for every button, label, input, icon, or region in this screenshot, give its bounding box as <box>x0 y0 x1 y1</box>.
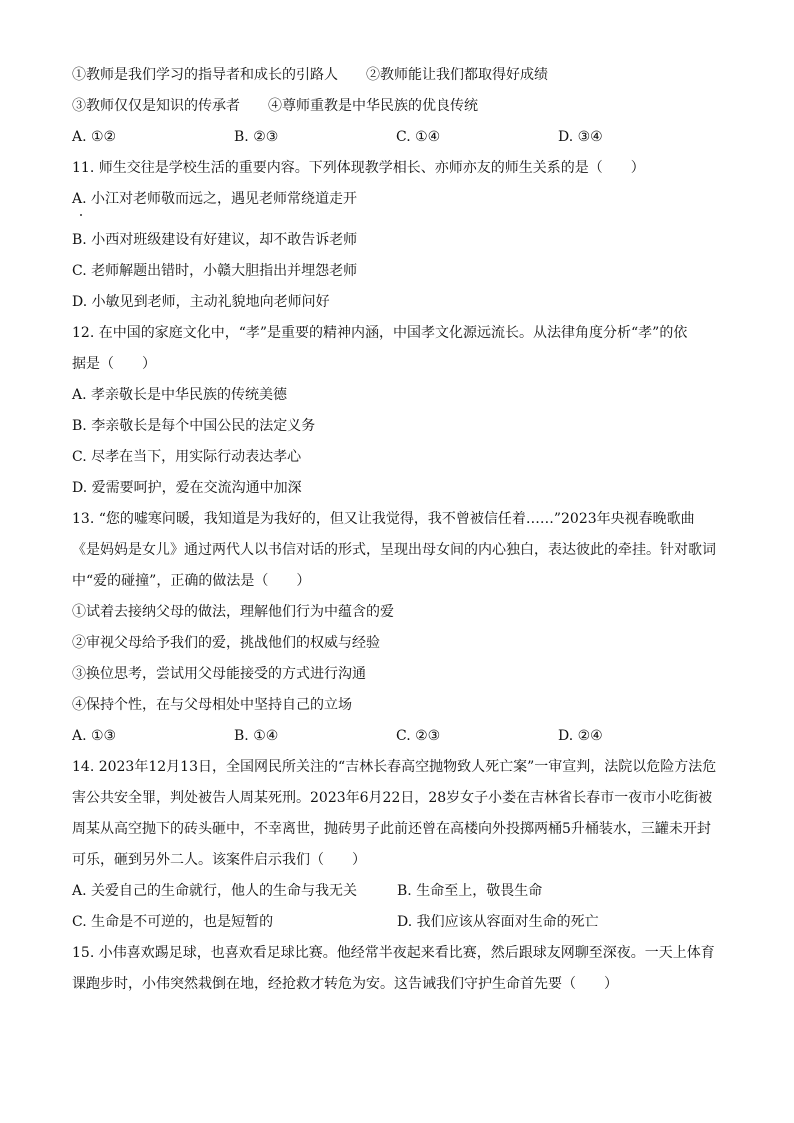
q14-options-row1 <box>72 876 722 907</box>
q11-option-c[interactable]: C. 老师解题出错时，小赣大胆指出并埋怨老师 <box>72 263 358 279</box>
q13-option-b[interactable]: B. ①④ <box>234 728 279 744</box>
spacer <box>72 215 722 225</box>
q10-statements-line2: ③教师仅仅是知识的传承者 ④尊师重教是中华民族的优良传统 <box>72 98 478 114</box>
q14-option-d[interactable]: D. 我们应该从容面对生命的死亡 <box>397 914 599 930</box>
q10-option-b[interactable]: B. ②③ <box>234 129 279 145</box>
q14-stem-line4: 可乐，砸到另外二人。该案件启示我们（ ） <box>72 852 366 868</box>
q13-stem-line1: 13. “您的嘘寒问暖，我知道是为我好的，但又让我觉得，我不曾被信任着……”2023年央视春晚歌曲 <box>72 511 695 527</box>
q11-option-a[interactable]: A. 小江对老师敬而远之，遇见老师常绕道走开 <box>72 191 358 207</box>
q11-stem: 11. 师生交往是学校生活的重要内容。下列体现教学相长、亦师亦友的师生关系的是（ ） <box>72 160 645 176</box>
q12-stem-line1: 12. 在中国的家庭文化中，“孝”是重要的精神内涵，中国孝文化源远流长。从法律角度分析“孝”的依 <box>72 325 688 341</box>
exam-page <box>72 60 722 1000</box>
q14-option-b[interactable]: B. 生命至上，敬畏生命 <box>397 883 543 899</box>
q14-stem-line1: 14. 2023年12月13日，全国网民所关注的“吉林长春高空抛物致人死亡案”一审宣判，法院以危险方法危 <box>72 759 717 775</box>
q10-statements-line1: ①教师是我们学习的指导者和成长的引路人 ②教师能让我们都取得好成绩 <box>72 67 548 83</box>
q12-option-a[interactable]: A. 孝亲敬长是中华民族的传统美德 <box>72 387 288 403</box>
q14-option-c[interactable]: C. 生命是不可逆的，也是短暂的 <box>72 914 274 930</box>
q13-statement-3: ③换位思考，尝试用父母能接受的方式进行沟通 <box>72 666 366 682</box>
q13-option-d[interactable]: D. ②④ <box>558 728 603 744</box>
q12-option-c[interactable]: C. 尽孝在当下，用实际行动表达孝心 <box>72 449 302 465</box>
q12-option-b[interactable]: B. 李亲敬长是每个中国公民的法定义务 <box>72 418 316 434</box>
q10-option-d[interactable]: D. ③④ <box>558 129 603 145</box>
q13-option-c[interactable]: C. ②③ <box>396 728 441 744</box>
q11-option-b[interactable]: B. 小西对班级建设有好建议，却不敢告诉老师 <box>72 232 358 248</box>
q12-option-d[interactable]: D. 爱需要呵护，爱在交流沟通中加深 <box>72 480 302 496</box>
q13-options <box>72 721 722 752</box>
q13-statement-1: ①试着去接纳父母的做法，理解他们行为中蕴含的爱 <box>72 604 394 620</box>
q14-option-a[interactable]: A. 关爱自己的生命就行，他人的生命与我无关 <box>72 883 358 899</box>
q13-stem-line3: 中“爱的碰撞”，正确的做法是（ ） <box>72 573 311 589</box>
q10-options <box>72 122 722 153</box>
q13-option-a[interactable]: A. ①③ <box>72 728 117 744</box>
stray-mark <box>80 214 82 216</box>
q13-statement-4: ④保持个性，在与父母相处中坚持自己的立场 <box>72 697 352 713</box>
q13-stem-line2: 《是妈妈是女儿》通过两代人以书信对话的形式，呈现出母女间的内心独白，表达彼此的牵挂。针对歌词 <box>72 542 716 558</box>
q13-statement-2: ②审视父母给予我们的爱，挑战他们的权威与经验 <box>72 635 380 651</box>
q15-stem-line2: 课跑步时，小伟突然栽倒在地，经抢救才转危为安。这告诫我们守护生命首先要（ ） <box>72 976 618 992</box>
q11-option-d[interactable]: D. 小敏见到老师，主动礼貌地向老师问好 <box>72 294 330 310</box>
q12-stem-line2: 据是（ ） <box>72 356 156 372</box>
q14-options-row2 <box>72 907 722 938</box>
q10-option-c[interactable]: C. ①④ <box>396 129 441 145</box>
q15-stem-line1: 15. 小伟喜欢踢足球，也喜欢看足球比赛。他经常半夜起来看比赛，然后跟球友网聊至深夜。一天上体育 <box>72 945 715 961</box>
q14-stem-line3: 周某从高空抛下的砖头砸中，不幸离世，抛砖男子此前还曾在高楼向外投掷两桶5升桶装水，三罐未开封 <box>72 821 711 837</box>
q14-stem-line2: 害公共安全罪，判处被告人周某死刑。2023年6月22日，28岁女子小娄在吉林省长春市一夜市小吃街被 <box>72 790 713 806</box>
q10-option-a[interactable]: A. ①② <box>72 129 117 145</box>
